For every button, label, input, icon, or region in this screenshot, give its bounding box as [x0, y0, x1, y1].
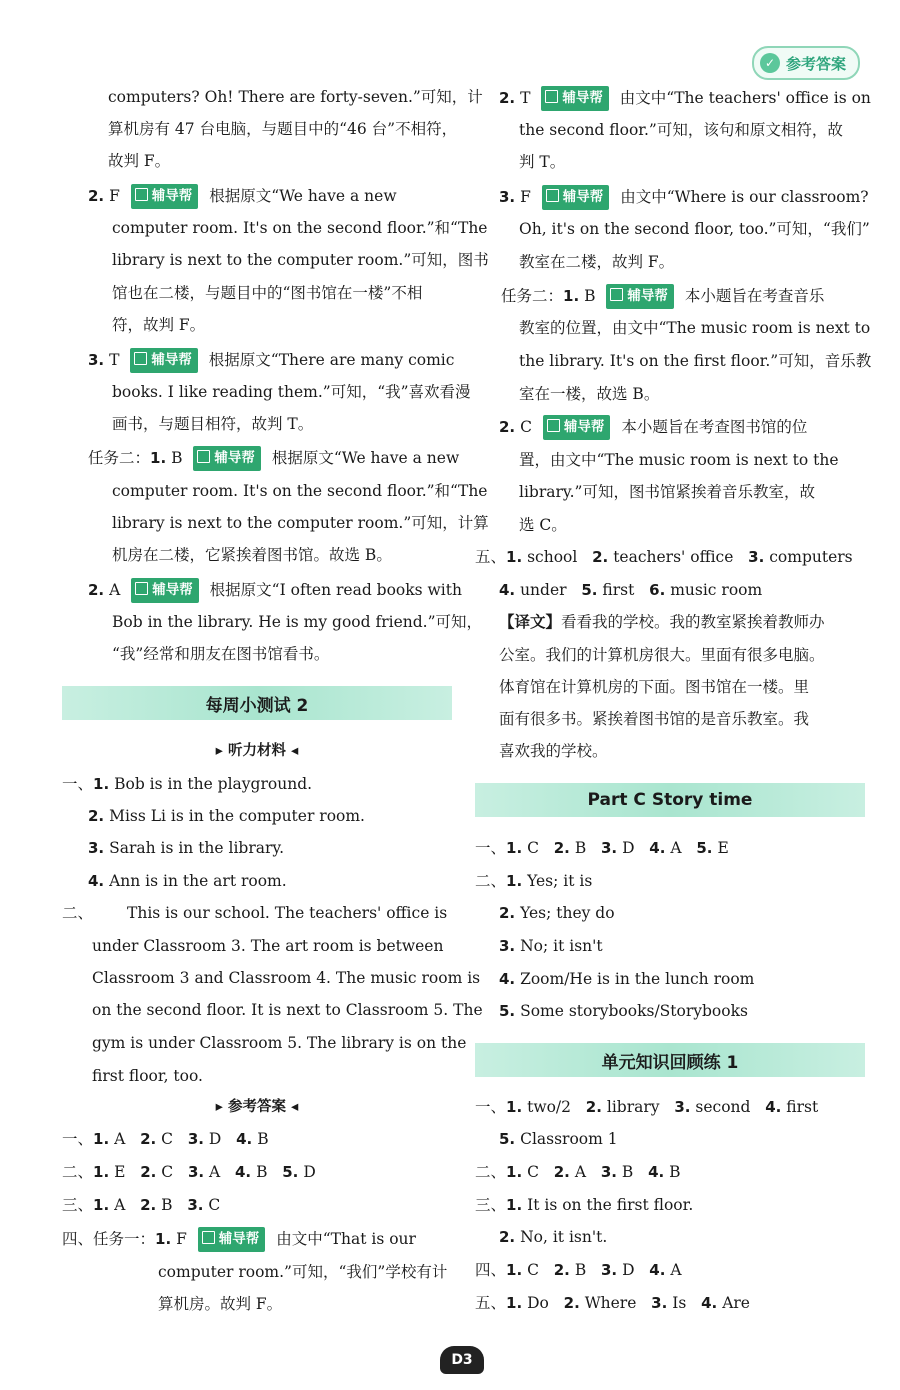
answer-item: 4. Ann is in the art room. [88, 872, 287, 890]
answer-item: 3. T 辅导帮 根据原文“There are many comic [88, 348, 452, 370]
text-line: 判 T。 [519, 153, 566, 171]
translation-line: 公室。我们的计算机房很大。里面有很多电脑。 [499, 646, 825, 664]
fudao-tag: 辅导帮 [193, 446, 261, 471]
answer-row: 二、1. E 2. C 3. A 4. B 5. D [62, 1163, 316, 1181]
text-line: 教室在二楼，故判 F。 [519, 253, 675, 271]
book-icon [547, 419, 560, 432]
text-line: 置，由文中“The music room is next to the [519, 451, 839, 469]
passage-line: first floor, too. [92, 1067, 203, 1085]
book-icon [135, 188, 148, 201]
answer-item: 2. Miss Li is in the computer room. [88, 807, 365, 825]
text-line: 符，故判 F。 [112, 316, 206, 334]
answer-item: 四、任务一：1. F 辅导帮 由文中“That is our [62, 1227, 452, 1249]
text-line: library.”可知，图书馆紧挨着音乐教室，故 [519, 483, 815, 501]
listening-label: ▸ 听力材料 ◂ [215, 743, 299, 759]
text-line: 选 C。 [519, 516, 567, 534]
section-title-bar: 单元知识回顾练 1 [475, 1043, 865, 1077]
answer-item: 任务二：1. B 辅导帮 本小题旨在考查音乐 [501, 284, 865, 306]
answer-row: 4. under 5. first 6. music room [499, 581, 763, 599]
text-line: 教室的位置，由文中“The music room is next to [519, 319, 871, 337]
answer-row: 三、1. A 2. B 3. C [62, 1196, 221, 1214]
fudao-tag: 辅导帮 [606, 284, 674, 309]
text-line: the library. It's on the first floor.”可知，音乐教 [519, 352, 872, 370]
book-icon [545, 90, 558, 103]
book-icon [135, 582, 148, 595]
text-line: Bob in the library. He is my good friend.”可知， [112, 613, 483, 631]
answer-row: 3. No; it isn't [499, 937, 603, 955]
translation-line: 体育馆在计算机房的下面。图书馆在一楼。里 [499, 678, 810, 696]
fudao-tag: 辅导帮 [131, 184, 199, 209]
passage-line: on the second floor. It is next to Classroom 5. The [92, 1001, 483, 1019]
text-line: library is next to the computer room.”可知，图书 [112, 251, 489, 269]
passage-line: Classroom 3 and Classroom 4. The music room is [92, 969, 481, 987]
answer-row: 五、1. school 2. teachers' office 3. computers [475, 548, 853, 566]
answer-row: 一、1. A 2. C 3. D 4. B [62, 1130, 269, 1148]
answer-row: 5. Some storybooks/Storybooks [499, 1002, 748, 1020]
book-icon [202, 1231, 215, 1244]
fudao-tag: 辅导帮 [543, 415, 611, 440]
answers-label: ▸ 参考答案 ◂ [215, 1099, 299, 1115]
answer-row: 4. Zoom/He is in the lunch room [499, 970, 755, 988]
text-line: computer room. It's on the second floor.”和“The [112, 219, 488, 237]
book-icon [134, 352, 147, 365]
answer-item: 2. F 辅导帮 根据原文“We have a new [88, 184, 452, 206]
answer-row: 一、1. two/2 2. library 3. second 4. first [475, 1098, 819, 1116]
answer-row: 三、1. It is on the first floor. [475, 1196, 694, 1214]
text-line: 室在一楼，故选 B。 [519, 385, 660, 403]
badge-label: 参考答案 [785, 54, 846, 73]
answer-item: 一、1. Bob is in the playground. [62, 775, 313, 793]
text-line: 画书，与题目相符，故判 T。 [112, 415, 314, 433]
passage-line: under Classroom 3. The art room is between [92, 937, 444, 955]
fudao-tag: 辅导帮 [198, 1227, 266, 1252]
translation-line: 喜欢我的学校。 [499, 742, 608, 760]
answer-key-badge [752, 46, 860, 80]
translation-line: 面有很多书。紧挨着图书馆的是音乐教室。我 [499, 710, 810, 728]
answer-item: 任务二：1. B 辅导帮 根据原文“We have a new [88, 446, 452, 468]
text-line: books. I like reading them.”可知，“我”喜欢看漫 [112, 383, 471, 401]
text-line: computers? Oh! There are forty-seven.”可知，计 [108, 88, 483, 106]
text-line: 馆也在二楼，与题目中的“图书馆在一楼”不相 [112, 284, 423, 302]
text-line: library is next to the computer room.”可知，计算 [112, 514, 489, 532]
answer-row: 五、1. Do 2. Where 3. Is 4. Are [475, 1294, 750, 1312]
answer-item: 2. C 辅导帮 本小题旨在考查图书馆的位 [499, 415, 865, 437]
fudao-tag: 辅导帮 [130, 348, 198, 373]
book-icon [610, 288, 623, 301]
answer-row: 2. No, it isn't. [499, 1228, 608, 1246]
answer-row: 二、1. C 2. A 3. B 4. B [475, 1163, 681, 1181]
page-number: D3 [440, 1346, 484, 1374]
book-icon [197, 450, 210, 463]
text-line: computer room. It's on the second floor.”和“The [112, 482, 488, 500]
passage-line: gym is under Classroom 5. The library is on the [92, 1034, 467, 1052]
answer-row: 5. Classroom 1 [499, 1130, 618, 1148]
section-title-bar: 每周小测试 2 [62, 686, 452, 720]
answer-row: 二、1. Yes; it is [475, 872, 593, 890]
fudao-tag: 辅导帮 [541, 86, 609, 111]
text-line: 机房在二楼，它紧挨着图书馆。故选 B。 [112, 546, 392, 564]
answer-row: 2. Yes; they do [499, 904, 615, 922]
answer-item: 3. Sarah is in the library. [88, 839, 285, 857]
text-line: “我”经常和朋友在图书馆看书。 [112, 645, 330, 663]
fudao-tag: 辅导帮 [542, 185, 610, 210]
book-icon [546, 189, 559, 202]
fudao-tag: 辅导帮 [131, 578, 199, 603]
text-line: computer room.”可知，“我们”学校有计 [158, 1263, 448, 1281]
text-line: the second floor.”可知，该句和原文相符，故 [519, 121, 843, 139]
section-title-bar: Part C Story time [475, 783, 865, 817]
answer-row: 一、1. C 2. B 3. D 4. A 5. E [475, 839, 729, 857]
text-line: 算机房。故判 F。 [158, 1295, 283, 1313]
answer-item: 3. F 辅导帮 由文中“Where is our classroom? [499, 185, 865, 207]
answer-row: 四、1. C 2. B 3. D 4. A [475, 1261, 682, 1279]
text-line: 算机房有 47 台电脑，与题目中的“46 台”不相符， [108, 120, 458, 138]
leaf-icon: ✓ [760, 53, 780, 73]
translation-line: 【译文】看看我的学校。我的教室紧挨着教师办 [499, 612, 825, 631]
text-line: Oh, it's on the second floor, too.”可知，“我们” [519, 220, 870, 238]
answer-item: 2. T 辅导帮 由文中“The teachers' office is on [499, 86, 865, 108]
answer-item: 2. A 辅导帮 根据原文“I often read books with [88, 578, 452, 600]
text-line: 故判 F。 [108, 152, 171, 170]
passage-line: 二、 This is our school. The teachers' office is [62, 904, 448, 922]
